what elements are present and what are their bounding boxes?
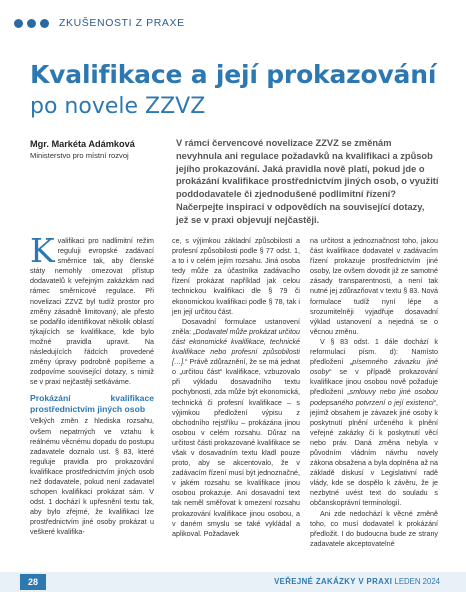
journal-issue: LEDEN 2024: [394, 577, 440, 586]
article-title: Kvalifikace a její prokazování: [30, 60, 437, 89]
paragraph: Ani zde nedochází k věcné změně toho, co musí dodavatel k prokázání předložit. I do budoucna bude ze strany zadavatele akceptovatelné: [310, 509, 438, 548]
paragraph: [310, 337, 438, 509]
drop-cap: K: [30, 231, 55, 270]
author-role: Ministerstvo pro místní rozvoj: [30, 151, 129, 160]
paragraph-text: valifikaci pro nadlimitní režim reguluji evropské zadávací směrnice tak, aby členské státy nemohly omezovat přístup dodavatelů k veřejným zakázkám nad rámec směrnicové regulace. Při novelizaci ZZVZ byl tudíž prostor pro změny zásadně limitovaný, ale přesto se podařilo identifikovat několik oblastí týkajících se kvalifikace, kde bylo možné pravidla upravit. Na následujících řádcích provedené změny úpravy podrobně popíšeme a zodpovíme související dotazy, s nimiž se v praxi nejčastěji setkáváme.: [30, 237, 154, 387]
article-lead: V rámci červencové novelizace ZZVZ se změnám nevyhnula ani regulace požadavků na kvalifikaci a způsob jejího prokazování. Jaká pravidla nově platí, pokud jde o prokázání kvalifikace prostřednictvím jiných osob, o využití poddodavatele či zjednodušené podlimitní řízení? Načerpejte inspiraci v odpovědích na související dotazy, jež se v praxi objevují nejčastěji.: [176, 138, 439, 225]
text-column-1: [30, 231, 154, 538]
paragraph-text: “ Právě zdůraznění, že se má jednat o „určitou část“ kvalifikace, vzbuzovalo při výkladu dosavadního textu pochybnosti, zda může být ekonomická, technická či profesní kvalifikace – s výjimkou předložení výpisu z obchodního rejstříku – prokázána jinou osobou v celém rozsahu. Důraz na určitost části prokazované kvalifikace se však v dosavadním textu kladl pouze proto, aby se akcentovalo, že v zadávacím řízení musí být jednoznačné, v jakém rozsahu se kvalifikace jinou osobou prokazuje. Ani dosavadní text tak neměl směřovat k omezení rozsahu prokazování kvalifikace jinou osobou, a v daném smyslu se také vykládal a aplikoval. Požadavek: [172, 358, 300, 538]
bullet-dot-icon: [27, 19, 36, 28]
paragraph-text: Dosavadní formulace ustanovení zněla: „: [172, 317, 300, 336]
quote-text: smlouvy nebo jiné osobou podepsaného potvrzení o její existenci: [310, 388, 438, 407]
section-subheading: Prokázání kvalifikace prostřednictvím jiných osob: [30, 393, 154, 414]
journal-name: [274, 577, 440, 586]
section-label: ZKUŠENOSTI Z PRAXE: [59, 17, 185, 29]
article-subtitle: po novele ZZVZ: [30, 94, 206, 119]
paragraph: na určitost a jednoznačnost toho, jakou část kvalifikace dodavatel v zadávacím řízení prokazuje prostřednictvím jiné osoby, lze ovšem dovodit již ze samotné zásady transparentnosti, a není tak nutné jej zdůrazňovat v textu § 83. Nová formulace tudíž nyní lépe a srozumitelněji vyjadřuje dosavadní výklad ustanovení a nejedná se o věcnou změnu.: [310, 237, 438, 336]
text-column-2: [172, 236, 300, 539]
bullet-dot-icon: [40, 19, 49, 28]
paragraph-text: V § 83 odst. 1 dále dochází k reformulaci písm. d): Namísto předložení „: [310, 337, 438, 367]
bullet-dot-icon: [14, 19, 23, 28]
text-column-3: [310, 236, 438, 549]
author-name: Mgr. Markéta Adámková: [30, 139, 135, 149]
paragraph: ce, s výjimkou základní způsobilosti a profesní způsobilosti podle § 77 odst. 1, a to i v celém jejím rozsahu. Jiná osoba tedy může za účastníka zadávacího řízení prokázat například jak celou technickou kvalifikaci dle § 79 či ekonomickou kvalifikaci podle § 78, tak i jen její určitou část.: [172, 237, 300, 316]
journal-title: VEŘEJNÉ ZAKÁZKY V PRAXI: [274, 577, 393, 586]
paragraph: [30, 231, 154, 387]
page-number: 28: [20, 574, 46, 590]
quote-text: Dodavatel může prokázat určitou část ekonomické kvalifikace, technické kvalifikace nebo profesní způsobilosti […].: [172, 327, 300, 367]
paragraph-text: “ se v případě prokazování kvalifikace jinou osobou nově požaduje předložení „: [310, 368, 438, 397]
section-header: [14, 17, 185, 29]
quote-text: písemného závazku jiné osoby: [310, 358, 438, 377]
paragraph: Velkých změn z hlediska rozsahu, ovšem nepatrných ve vztahu k reálnému věcnému dopadu do postupu zadavatele doznalo ust. § 83, které reguluje pravidla pro prokazování kvalifikace prostřednictvím jiných osob než dodavatele, pokud není zadavatel schopen kvalifikaci prokázat sám. V odst. 1 dochází k upřesnění textu tak, aby bylo zřejmé, že kvalifikaci lze prostřednictvím jiné osoby prokázat u veškeré kvalifika-: [30, 417, 154, 537]
paragraph: [172, 317, 300, 539]
paragraph-text: “, jejímž obsahem je závazek jiné osoby k poskytnutí plnění určeného k plnění veřejné zakázky či k poskytnutí věcí nebo práv. Daná změna nebyla v původním vládním návrhu novely zákona obsažena a byla doplněna až na základě diskusí v Legislativní radě vlády, kde se dospělo k závěru, že je nezbytné uvést text do souladu s občanskoprávní terminologií.: [310, 398, 438, 508]
